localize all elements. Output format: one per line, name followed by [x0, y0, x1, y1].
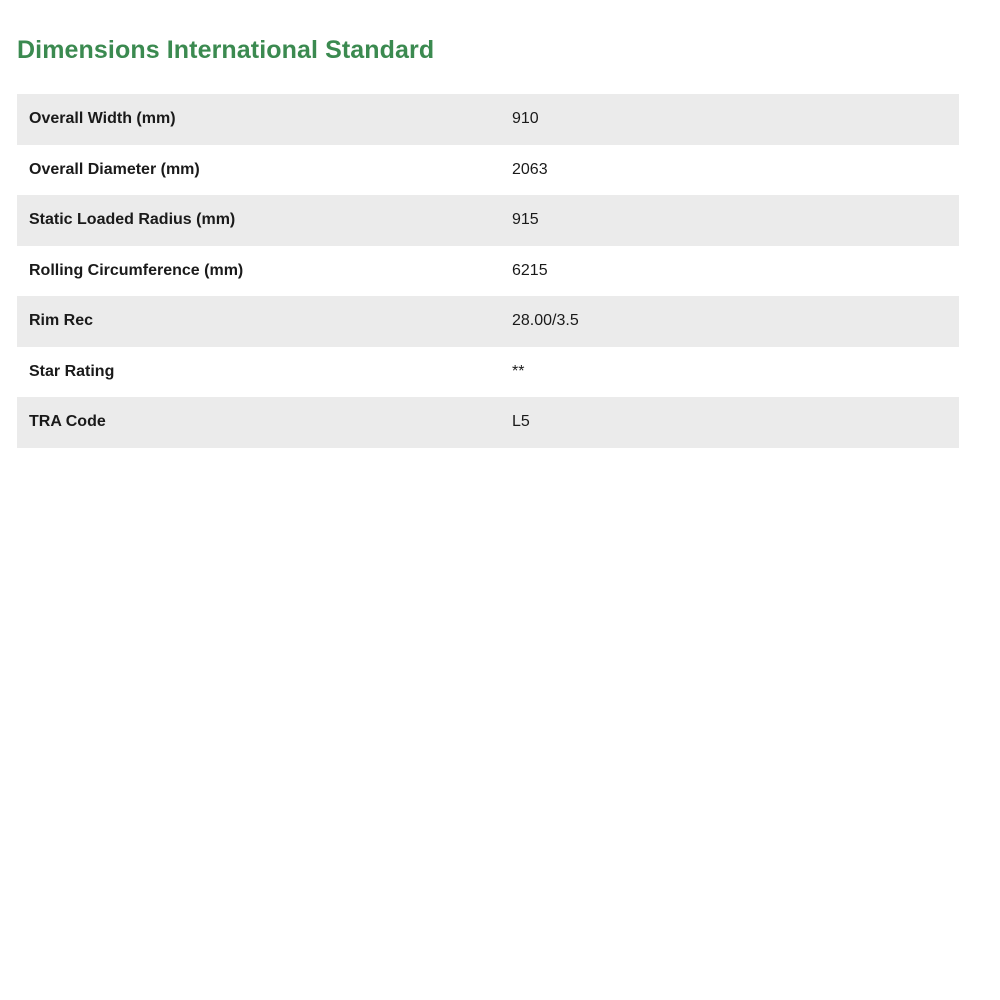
- section-title: Dimensions International Standard: [17, 36, 435, 64]
- spec-label: Static Loaded Radius (mm): [29, 211, 236, 229]
- table-row-static-loaded-radius: [17, 195, 959, 246]
- spec-label: Rolling Circumference (mm): [29, 261, 244, 279]
- table-row-overall-diameter: [17, 145, 959, 196]
- spec-label: Overall Width (mm): [29, 110, 176, 128]
- spec-label: Rim Rec: [29, 312, 94, 330]
- spec-value: L5: [512, 413, 530, 431]
- spec-value: 910: [512, 110, 539, 128]
- spec-value: 28.00/3.5: [512, 312, 579, 330]
- spec-label: TRA Code: [29, 413, 106, 431]
- table-row-rolling-circumference: [17, 246, 959, 297]
- spec-label: Overall Diameter (mm): [29, 160, 200, 178]
- table-row-overall-width: [17, 94, 959, 145]
- table-row-tra-code: [17, 397, 959, 448]
- spec-value: **: [512, 362, 525, 380]
- spec-value: 6215: [512, 261, 548, 279]
- table-row-rim-rec: [17, 296, 959, 347]
- spec-value: 915: [512, 211, 539, 229]
- dimensions-table: [17, 94, 959, 448]
- dimensions-section: [17, 0, 959, 431]
- spec-label: Star Rating: [29, 362, 115, 380]
- spec-value: 2063: [512, 160, 548, 178]
- table-row-star-rating: [17, 347, 959, 398]
